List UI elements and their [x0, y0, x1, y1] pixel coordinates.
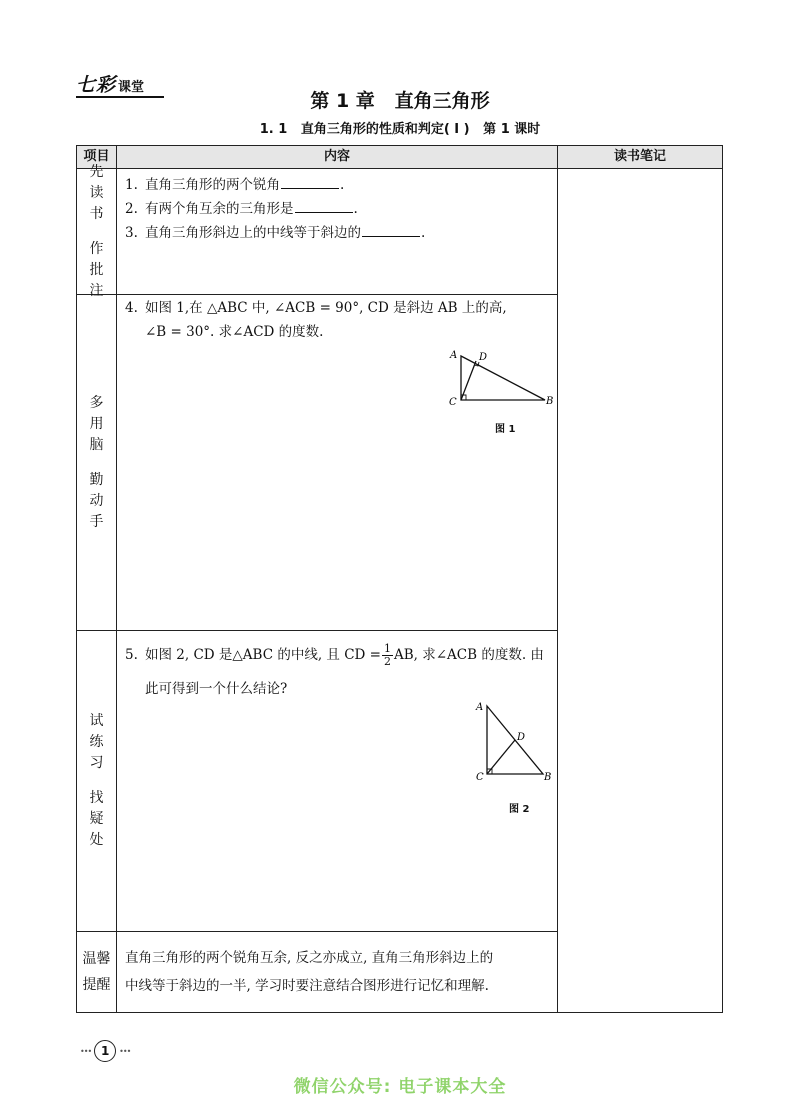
question-end: .	[340, 177, 345, 193]
label-char: 找	[89, 790, 104, 806]
watermark: 微信公众号: 电子课本大全	[293, 1077, 507, 1097]
label-char: 书	[89, 205, 104, 222]
row-label-think	[77, 295, 116, 630]
question-3	[125, 221, 553, 245]
label-char: 脑	[89, 436, 104, 453]
point-label: C	[476, 772, 484, 783]
answer-blank[interactable]	[362, 222, 420, 237]
label-text: 提醒	[82, 977, 111, 993]
point-label: D	[479, 352, 488, 363]
dots-decoration: •••	[119, 1046, 131, 1056]
figure-2-caption: 图 2	[509, 804, 530, 815]
figure-2	[473, 698, 563, 788]
figure-1-caption: 图 1	[495, 424, 516, 435]
question-number: 2.	[125, 201, 138, 217]
question-number: 3.	[125, 225, 138, 241]
row-divider-2	[77, 630, 557, 631]
point-label: A	[450, 350, 458, 361]
row-label-practice	[77, 631, 116, 931]
point-label: C	[449, 397, 457, 408]
answer-blank[interactable]	[295, 198, 353, 213]
question-2	[125, 197, 553, 221]
fraction-numerator: 1	[383, 642, 391, 655]
label-char: 作	[89, 240, 104, 257]
tip-line: 中线等于斜边的一半, 学习时要注意结合图形进行记忆和理解.	[125, 978, 489, 994]
question-text: ∠B = 30°. 求∠ACD 的度数.	[145, 324, 324, 340]
question-text: 如图 2, CD 是△ABC 的中线, 且 CD =	[145, 647, 381, 663]
worksheet-table	[76, 145, 723, 1013]
question-4	[125, 296, 553, 344]
dots-decoration: •••	[80, 1046, 92, 1056]
label-char: 习	[89, 755, 104, 771]
label-char: 注	[89, 282, 104, 299]
label-char: 手	[89, 513, 104, 530]
question-5	[125, 638, 553, 706]
label-char: 试	[89, 713, 104, 729]
header-item: 项目	[83, 149, 110, 164]
label-char: 疑	[89, 811, 104, 827]
row-label-pre-read	[77, 163, 116, 299]
point-label: D	[517, 732, 526, 743]
label-char: 批	[89, 261, 104, 278]
label-char: 先	[89, 163, 104, 180]
brand-logo-text: 七彩	[76, 74, 117, 96]
col-divider-2	[557, 146, 558, 1012]
pre-read-content	[125, 173, 553, 245]
row-divider-header	[77, 168, 722, 169]
question-text: 有两个角互余的三角形是	[145, 201, 294, 217]
question-end: .	[421, 225, 426, 241]
question-text: AB, 求∠ACB 的度数. 由	[393, 647, 544, 663]
page-number-circle: 1	[94, 1040, 116, 1062]
triangle-diagram-1	[445, 348, 555, 410]
label-char: 练	[89, 734, 104, 750]
question-number: 4.	[125, 300, 138, 316]
col-divider-1	[116, 146, 117, 1012]
answer-blank[interactable]	[281, 174, 339, 189]
question-1	[125, 173, 553, 197]
question-text: 如图 1,在 △ABC 中, ∠ACB = 90°, CD 是斜边 AB 上的高,	[145, 300, 507, 316]
point-label: A	[476, 702, 484, 713]
label-char: 用	[89, 415, 104, 432]
question-text: 直角三角形斜边上的中线等于斜边的	[145, 225, 361, 241]
tip-line: 直角三角形的两个锐角互余, 反之亦成立, 直角三角形斜边上的	[125, 950, 494, 966]
row-label-tip	[77, 932, 116, 1012]
fraction-denominator: 2	[383, 655, 391, 668]
label-char: 处	[89, 832, 104, 848]
triangle-diagram-2	[473, 698, 563, 784]
label-text: 温馨	[82, 951, 111, 967]
label-char: 勤	[89, 471, 104, 488]
fraction	[382, 643, 393, 668]
question-text: 此可得到一个什么结论?	[145, 681, 288, 697]
row-divider-3	[77, 931, 557, 932]
section-title: 1. 1 直角三角形的性质和判定( Ⅰ ) 第 1 课时	[259, 122, 541, 137]
point-label: B	[546, 396, 554, 407]
chapter-title: 第 1 章 直角三角形	[310, 90, 490, 112]
label-char: 读	[89, 184, 104, 201]
question-text: 直角三角形的两个锐角	[145, 177, 280, 193]
page-number	[80, 1040, 130, 1062]
header-content: 内容	[323, 149, 350, 164]
header-notes: 读书笔记	[613, 149, 666, 164]
question-number: 5.	[125, 647, 138, 663]
label-char: 动	[89, 492, 104, 509]
brand-sub-text: 课堂	[118, 80, 145, 95]
tip-content	[125, 944, 555, 1000]
point-label: B	[544, 772, 552, 783]
row-divider-1	[77, 294, 557, 295]
figure-1	[445, 348, 555, 414]
question-end: .	[353, 201, 358, 217]
question-number: 1.	[125, 177, 138, 193]
label-char: 多	[89, 394, 104, 411]
